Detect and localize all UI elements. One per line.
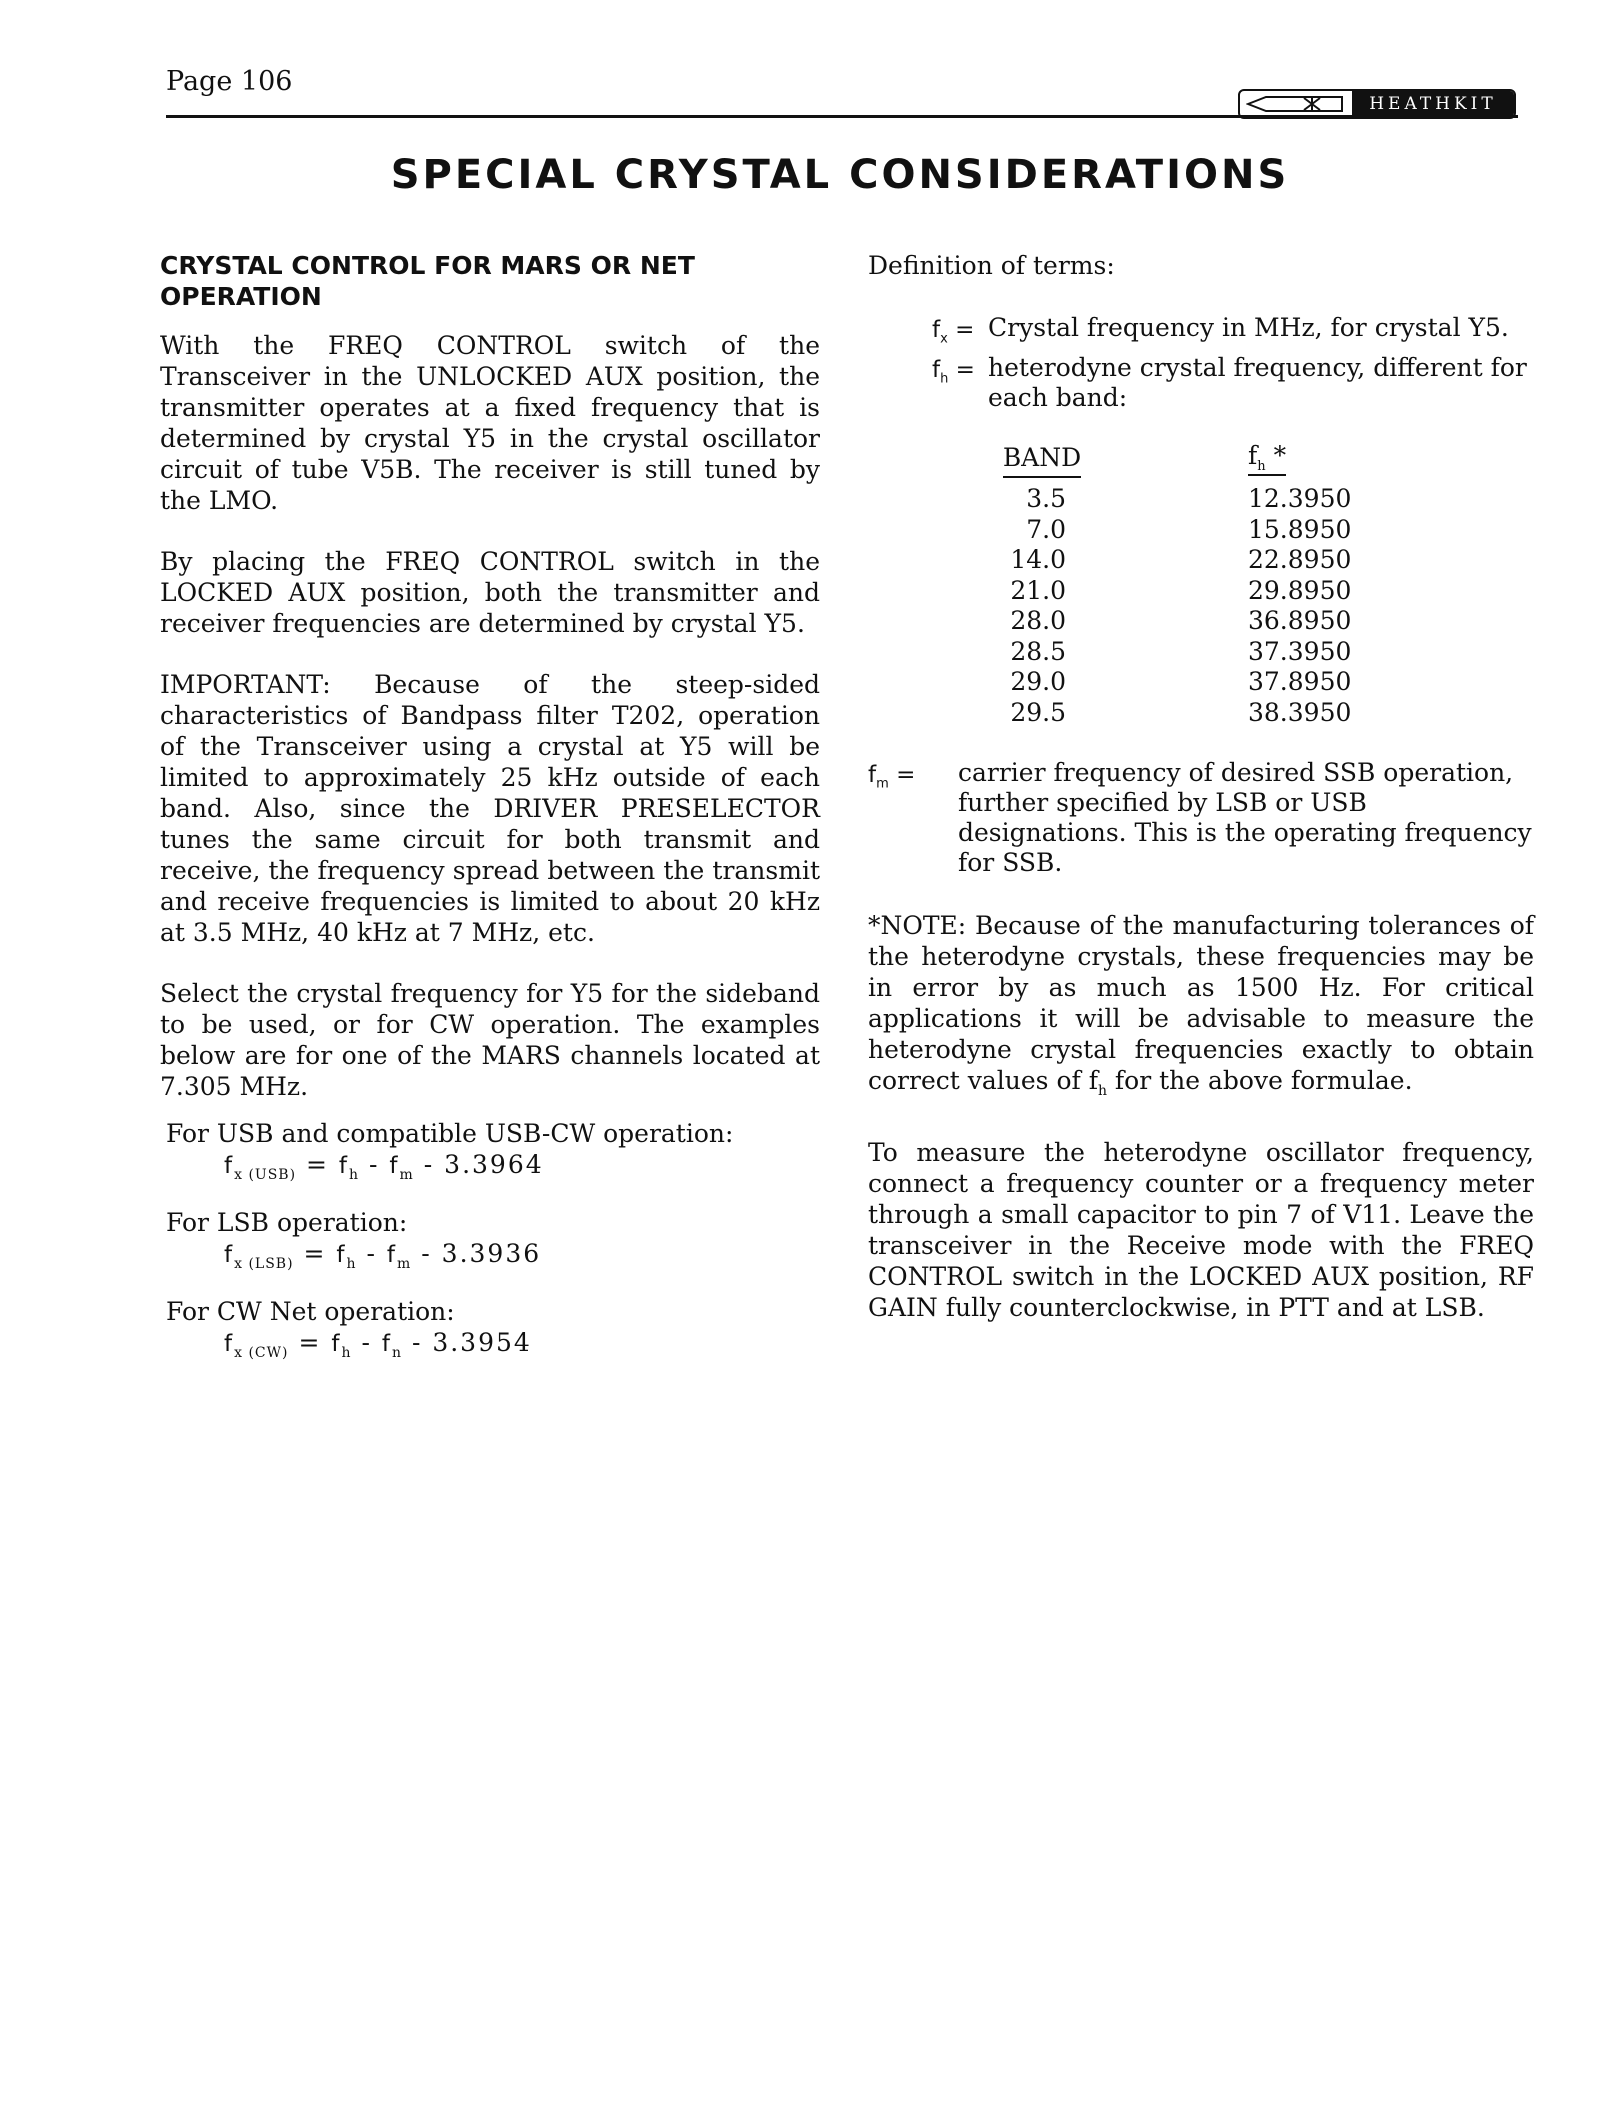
term-fh-desc: heterodyne crystal frequency, different for each band: [988, 353, 1527, 412]
term-fh: $f_h$ = heterodyne crystal frequency, different for each band: [932, 353, 1534, 413]
header-rule [166, 115, 1518, 118]
fh-value: 36.8950 [1248, 606, 1352, 635]
definitions-intro: Definition of terms: [868, 251, 1115, 280]
band-value: 29.5 [1010, 697, 1066, 727]
band-table [978, 441, 1351, 728]
term-fm: $f_m$ = carrier frequency of desired SSB operation, further specified by LSB or USB designations. This is the operating frequency for SSB. [868, 758, 1534, 878]
page-title: SPECIAL CRYSTAL CONSIDERATIONS [390, 152, 1290, 198]
fh-value: 37.3950 [1248, 636, 1352, 666]
term-fm-desc: carrier frequency of desired SSB operation, further specified by LSB or USB designations. This is the operating frequency for SSB. [958, 758, 1532, 877]
table-row [978, 484, 1351, 515]
band-column-header: BAND [978, 441, 1106, 484]
note-paragraph: *NOTE: Because of the manufacturing tolerances of the heterodyne crystals, these frequencies may be in error by as much as 1500 Hz. For critical applications it will be advisable to measure the heterodyne crystal frequencies exactly to obtain correct values of $f_h$ for the above formulae. [868, 911, 1534, 1099]
fh-column-header: $f_h$ * [1248, 441, 1287, 474]
fh-value: 37.8950 [1248, 667, 1352, 696]
lsb-formula: $f_{x (LSB)} = f_h - f_m - 3.3936$ [224, 1239, 542, 1272]
band-value: 7.0 [1026, 514, 1066, 544]
table-row [978, 576, 1351, 607]
left-column [160, 250, 820, 1369]
cw-formula-label: For CW Net operation: [166, 1297, 455, 1326]
band-value: 28.0 [1010, 606, 1066, 635]
table-row [978, 698, 1351, 729]
paragraph-locked-aux: By placing the FREQ CONTROL switch in the LOCKED AUX position, both the transmitter and receiver frequencies are determined by crystal Y5. [160, 547, 820, 638]
paragraph-unlocked-aux: With the FREQ CONTROL switch of the Transceiver in the UNLOCKED AUX position, the transmitter operates at a fixed frequency that is determined by crystal Y5 in the crystal oscillator circuit of tube V5B. The receiver is still tuned by the LMO. [160, 331, 820, 515]
section-heading: CRYSTAL CONTROL FOR MARS OR NET OPERATION [160, 251, 695, 311]
fh-value: 12.3950 [1248, 484, 1352, 513]
fh-value: 15.8950 [1248, 514, 1352, 544]
table-row [978, 667, 1351, 698]
right-column [868, 250, 1534, 1323]
table-row [978, 545, 1351, 576]
term-fx: $f_x$ = Crystal frequency in MHz, for crystal Y5. [932, 313, 1534, 343]
fh-value: 22.8950 [1248, 545, 1352, 574]
table-row [978, 606, 1351, 637]
lsb-formula-label: For LSB operation: [166, 1208, 408, 1237]
band-value: 21.0 [1010, 575, 1066, 605]
band-value: 3.5 [1026, 484, 1066, 513]
term-fx-desc: Crystal frequency in MHz, for crystal Y5. [988, 313, 1509, 342]
measure-paragraph: To measure the heterodyne oscillator frequency, connect a frequency counter or a frequency meter through a small capacitor to pin 7 of V11. Leave the transceiver in the Receive mode with the FREQ CONTROL switch in the LOCKED AUX position, RF GAIN fully counterclockwise, in PTT and at LSB. [868, 1138, 1534, 1322]
page-number: Page 106 [166, 66, 293, 97]
table-row [978, 515, 1351, 546]
usb-formula: $f_{x (USB)} = f_h - f_m - 3.3964$ [224, 1150, 544, 1183]
paragraph-important: IMPORTANT: Because of the steep-sided characteristics of Bandpass filter T202, operation of the Transceiver using a crystal at Y5 will be limited to approximately 25 kHz outside of each band. Also, since the DRIVER PRESELECTOR tunes the same circuit for both transmit and receive, the frequency spread between the transmit and receive frequencies is limited to about 20 kHz at 3.5 MHz, 40 kHz at 7 MHz, etc. [160, 670, 820, 947]
band-value: 29.0 [1010, 667, 1066, 696]
table-row [978, 637, 1351, 668]
fh-value: 38.3950 [1248, 697, 1352, 727]
paragraph-select-crystal: Select the crystal frequency for Y5 for the sideband to be used, or for CW operation. The examples below are for one of the MARS channels located at 7.305 MHz. [160, 979, 820, 1101]
cw-formula: $f_{x (CW)} = f_h - f_n - 3.3954$ [224, 1328, 532, 1361]
band-value: 28.5 [1010, 636, 1066, 666]
usb-formula-label: For USB and compatible USB-CW operation: [166, 1119, 734, 1148]
logo-text: HEATHKIT [1352, 91, 1514, 117]
band-value: 14.0 [1010, 545, 1066, 574]
fh-value: 29.8950 [1248, 575, 1352, 605]
logo-arrow-icon [1246, 95, 1346, 113]
